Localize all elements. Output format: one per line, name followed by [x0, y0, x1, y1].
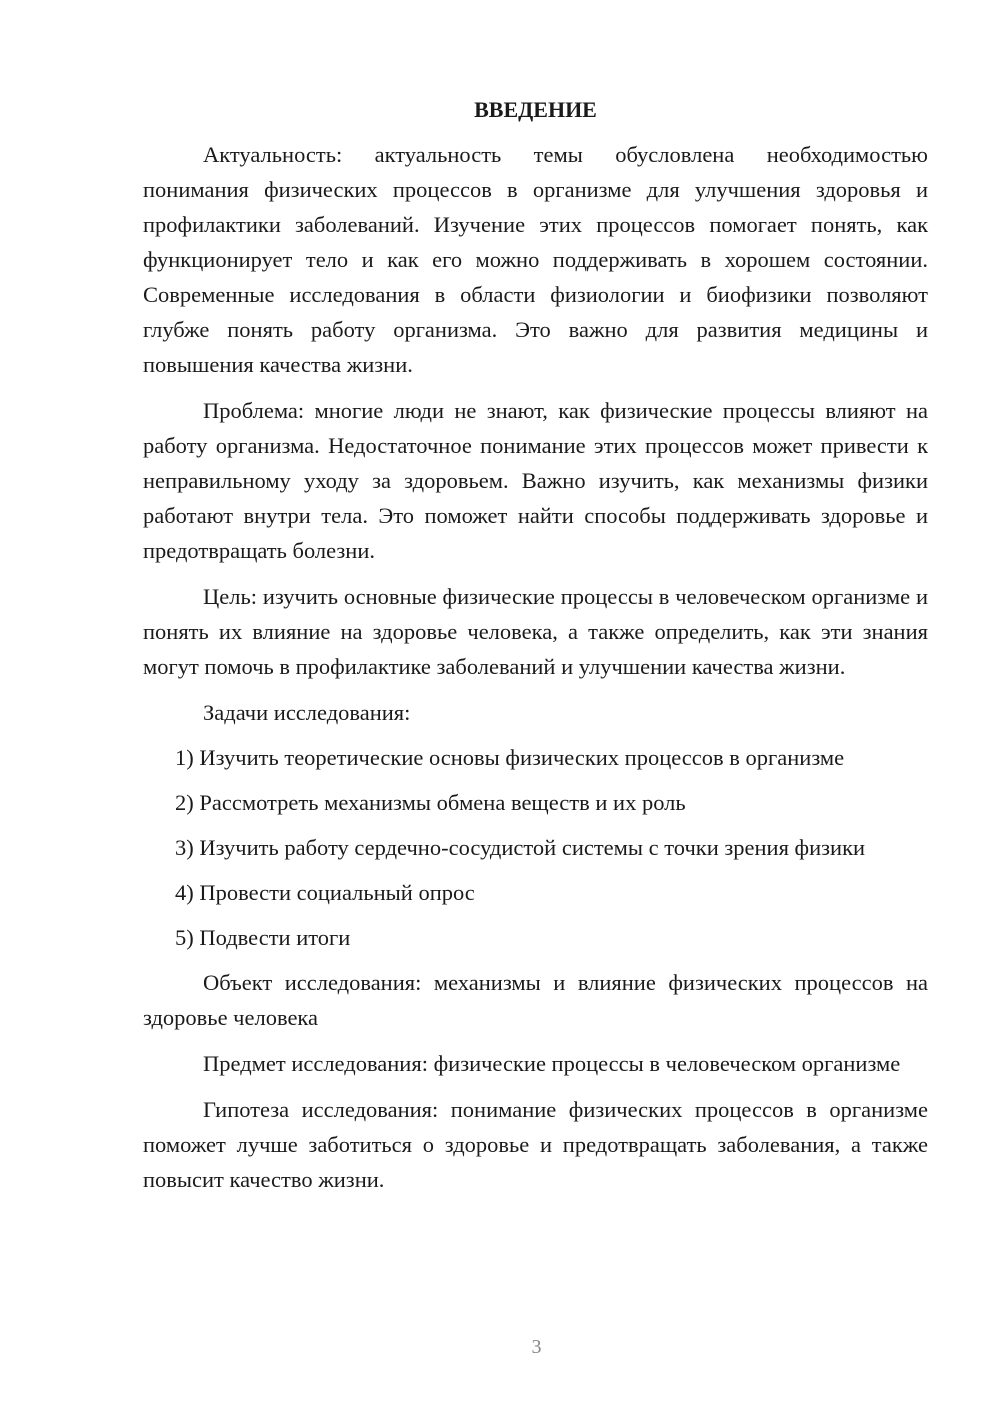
object-paragraph: Объект исследования: механизмы и влияние физических процессов на здоровье человека	[143, 970, 928, 1030]
problem-paragraph: Проблема: многие люди не знают, как физические процессы влияют на работу организма. Недостаточное понимание этих процессов может привести к неправильному уходу за здоровьем. Важно изучить, как механизмы физики работают внутри тела. Это поможет найти способы поддерживать здоровье и предотвращать болезни.	[143, 398, 928, 563]
list-item: 1) Изучить теоретические основы физических процессов в организме	[175, 745, 845, 770]
list-item: 4) Провести социальный опрос	[175, 880, 475, 905]
list-item: 5) Подвести итоги	[175, 925, 351, 950]
document-title: ВВЕДЕНИЕ	[474, 97, 597, 122]
list-item: 2) Рассмотреть механизмы обмена веществ и их роль	[175, 790, 686, 815]
page-number: 3	[531, 1336, 542, 1358]
tasks-list	[143, 740, 928, 955]
document-page	[143, 92, 928, 1208]
list-item: 3) Изучить работу сердечно-сосудистой системы с точки зрения физики	[175, 835, 866, 860]
subject-paragraph: Предмет исследования: физические процессы в человеческом организме	[203, 1051, 901, 1076]
tasks-heading: Задачи исследования:	[203, 700, 411, 725]
relevance-paragraph: Актуальность: актуальность темы обусловлена необходимостью понимания физических процессов в организме для улучшения здоровья и профилактики заболеваний. Изучение этих процессов помогает понять, как функционирует тело и как его можно поддерживать в хорошем состоянии. Современные исследования в области физиологии и биофизики позволяют глубже понять работу организма. Это важно для развития медицины и повышения качества жизни.	[143, 142, 928, 377]
goal-paragraph: Цель: изучить основные физические процессы в человеческом организме и понять их влияние на здоровье человека, а также определить, как эти знания могут помочь в профилактике заболеваний и улучшении качества жизни.	[143, 584, 928, 679]
hypothesis-paragraph: Гипотеза исследования: понимание физических процессов в организме поможет лучше заботиться о здоровье и предотвращать заболевания, а также повысит качество жизни.	[143, 1097, 928, 1192]
